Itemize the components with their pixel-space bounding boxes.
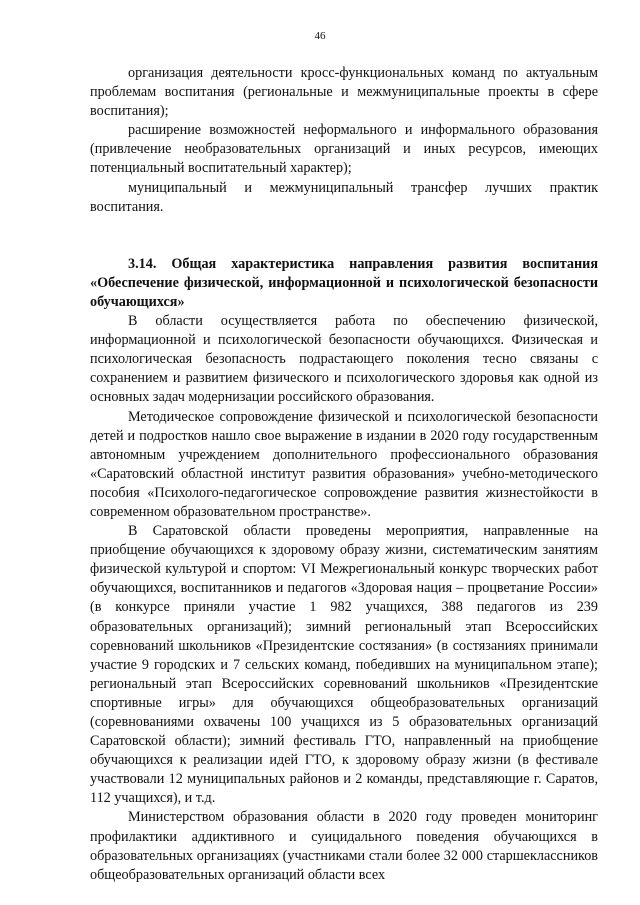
body-paragraph: В области осуществляется работа по обеспечению физической, информационной и психологической безопасности обучающихся. Физическая и психологическая безопасность подрастающего поколения тесно связаны с сохранением и развитием физического и психологического здоровья как одной из основных задач модернизации российского образования. — [90, 313, 598, 406]
spacer — [90, 236, 598, 255]
list-item: муниципальный и межмуниципальный трансфер лучших практик воспитания. — [90, 179, 598, 215]
page-number: 46 — [314, 30, 326, 42]
list-item: расширение возможностей неформального и информального образования (привлечение необразовательных организаций и иных ресурсов, имеющих потенциальный воспитательный характер); — [90, 122, 598, 177]
section-heading: 3.14. Общая характеристика направления развития воспитания «Обеспечение физической, информационной и психологической безопасности обучающихся» — [90, 255, 598, 310]
spacer — [90, 217, 598, 236]
list-item: организация деятельности кросс-функциональных команд по актуальным проблемам воспитания (региональные и межмуниципальные проекты в сфере воспитания); — [90, 65, 598, 120]
body-paragraph: В Саратовской области проведены мероприятия, направленные на приобщение обучающихся к здоровому образу жизни, систематическим занятиям физической культурой и спортом: VI Межрегиональный конкурс творческих работ обучающихся, воспитанников и педагогов «Здоровая нация – процветание России» (в конкурсе приняли участие 1 982 учащихся, 388 педагогов из 239 образовательных организаций); зимний региональный этап Всероссийских соревнований школьников «Президентские состязания» (в состязаниях принимали участие 9 городских и 7 сельских команд, победивших на муниципальном этапе); региональный этап Всероссийских соревнований школьников «Президентские спортивные игры» для обучающихся общеобразовательных организаций (соревнованиями охвачены 100 учащихся из 5 образовательных организаций Саратовской области); зимний фестиваль ГТО, направленный на приобщение обучающихся к реализации идей ГТО, к здоровому образу жизни (в фестивале участвовали 12 муниципальных районов и 2 команды, представляющие г. Саратов, 112 учащихся), и т.д. — [90, 523, 598, 807]
body-paragraph: Министерством образования области в 2020 году проведен мониторинг профилактики аддиктивного и суицидального поведения обучающихся в образовательных организациях (участниками стали более 32 000 старшеклассников общеобразовательных организаций области всех — [90, 809, 598, 883]
body-paragraph: Методическое сопровождение физической и психологической безопасности детей и подростков нашло свое выражение в издании в 2020 году государственным автономным учреждением дополнительного профессионального образования «Саратовский областной институт развития образования» учебно-методического пособия «Психолого-педагогическое сопровождение развития жизнестойкости в современном образовательном пространстве». — [90, 408, 598, 520]
